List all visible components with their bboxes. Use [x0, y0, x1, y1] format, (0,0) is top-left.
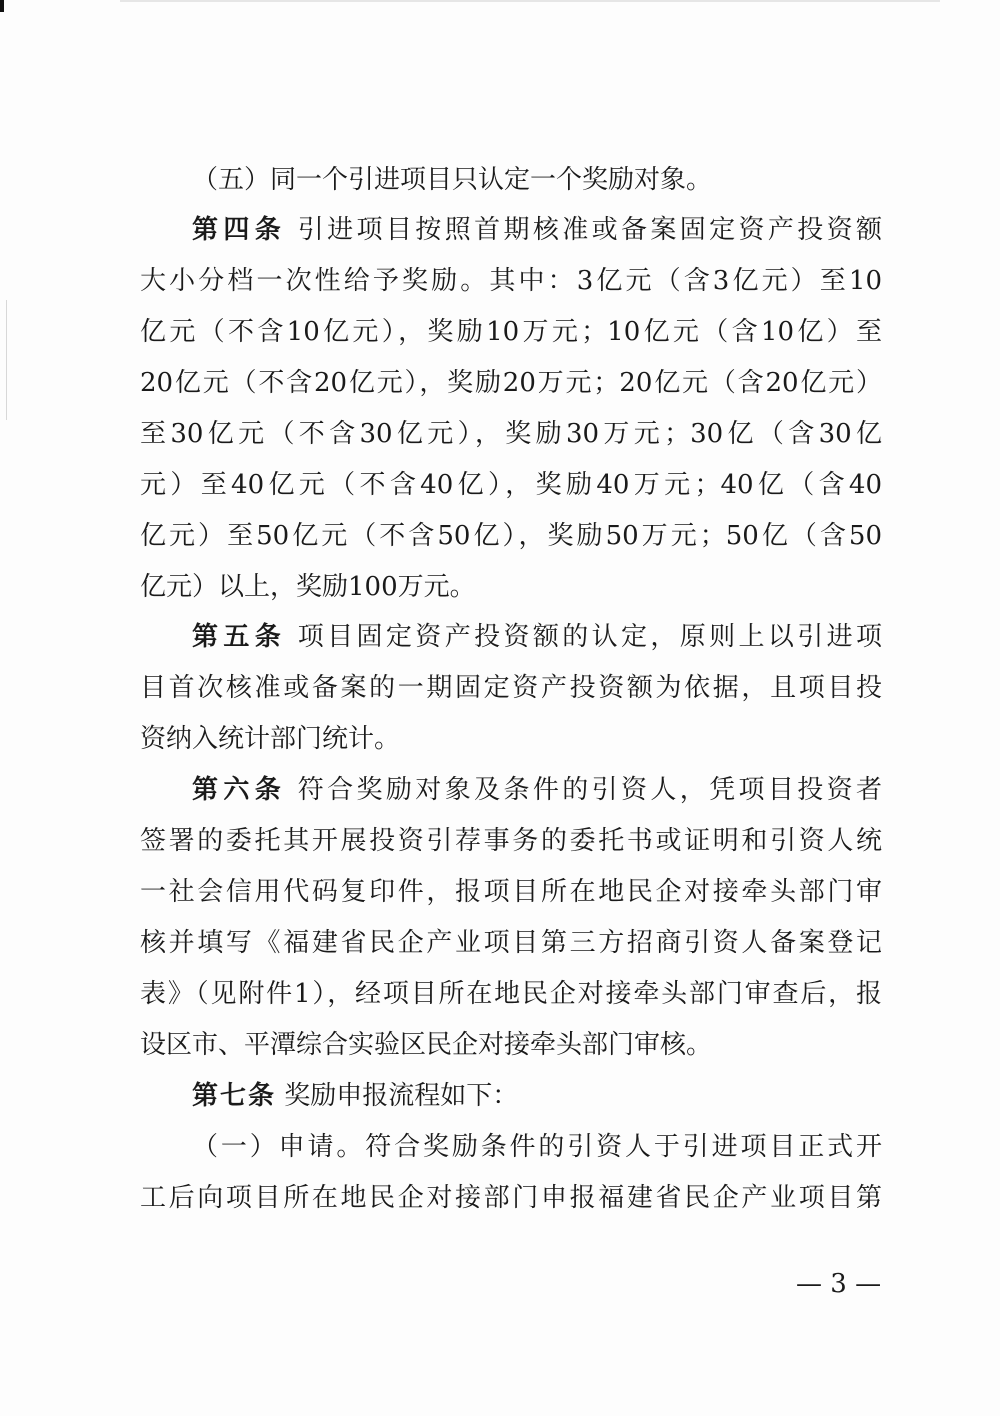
paragraph-line: （五）同一个引进项目只认定一个奖励对象。 — [192, 165, 713, 195]
paragraph-line: 资纳入统计部门统计。 — [140, 724, 401, 754]
paragraph-line: 元）至40亿元（不含40亿），奖励40万元；40亿（含40 — [140, 470, 882, 500]
article-6-line: 第六条 符合奖励对象及条件的引资人，凭项目投资者 — [192, 775, 882, 805]
page-number: — 3 — — [796, 1269, 882, 1299]
page-left-edge — [6, 300, 7, 420]
paragraph-line: 工后向项目所在地民企对接部门申报福建省民企产业项目第 — [140, 1183, 882, 1213]
article-4-line: 第四条 引进项目按照首期核准或备案固定资产投资额 — [192, 215, 882, 245]
paragraph-line: 设区市、平潭综合实验区民企对接牵头部门审核。 — [140, 1030, 713, 1060]
paragraph-line: 一社会信用代码复印件，报项目所在地民企对接牵头部门审 — [140, 877, 882, 907]
paragraph-line: 大小分档一次性给予奖励。其中：3亿元（含3亿元）至10 — [140, 266, 882, 296]
paragraph-line: 签署的委托其开展投资引荐事务的委托书或证明和引资人统 — [140, 826, 882, 856]
article-7-line: 第七条 奖励申报流程如下： — [192, 1081, 519, 1111]
article-4-heading: 第四条 — [192, 215, 287, 245]
paragraph-line: 20亿元（不含20亿元），奖励20万元；20亿元（含20亿元） — [140, 368, 882, 398]
paragraph-line: 亿元（不含10亿元），奖励10万元；10亿元（含10亿）至 — [140, 317, 882, 347]
paragraph-line: 至30亿元（不含30亿元），奖励30万元；30亿（含30亿 — [140, 419, 882, 449]
article-6-heading: 第六条 — [192, 775, 287, 805]
article-7-heading: 第七条 — [192, 1081, 277, 1111]
paragraph-line: 表》（见附件1），经项目所在地民企对接牵头部门审查后，报 — [140, 979, 882, 1009]
paragraph-line: 亿元）以上，奖励100万元。 — [140, 572, 476, 602]
paragraph-line: 目首次核准或备案的一期固定资产投资额为依据，且项目投 — [140, 673, 882, 703]
article-5-line: 第五条 项目固定资产投资额的认定，原则上以引进项 — [192, 622, 882, 652]
paragraph-line: 核并填写《福建省民企产业项目第三方招商引资人备案登记 — [140, 928, 882, 958]
page-top-edge — [120, 0, 940, 2]
scan-edge-mark — [0, 0, 4, 12]
article-5-heading: 第五条 — [192, 622, 287, 652]
paragraph-line: 亿元）至50亿元（不含50亿），奖励50万元；50亿（含50 — [140, 521, 882, 551]
paragraph-line: （一）申请。符合奖励条件的引资人于引进项目正式开 — [192, 1132, 882, 1162]
